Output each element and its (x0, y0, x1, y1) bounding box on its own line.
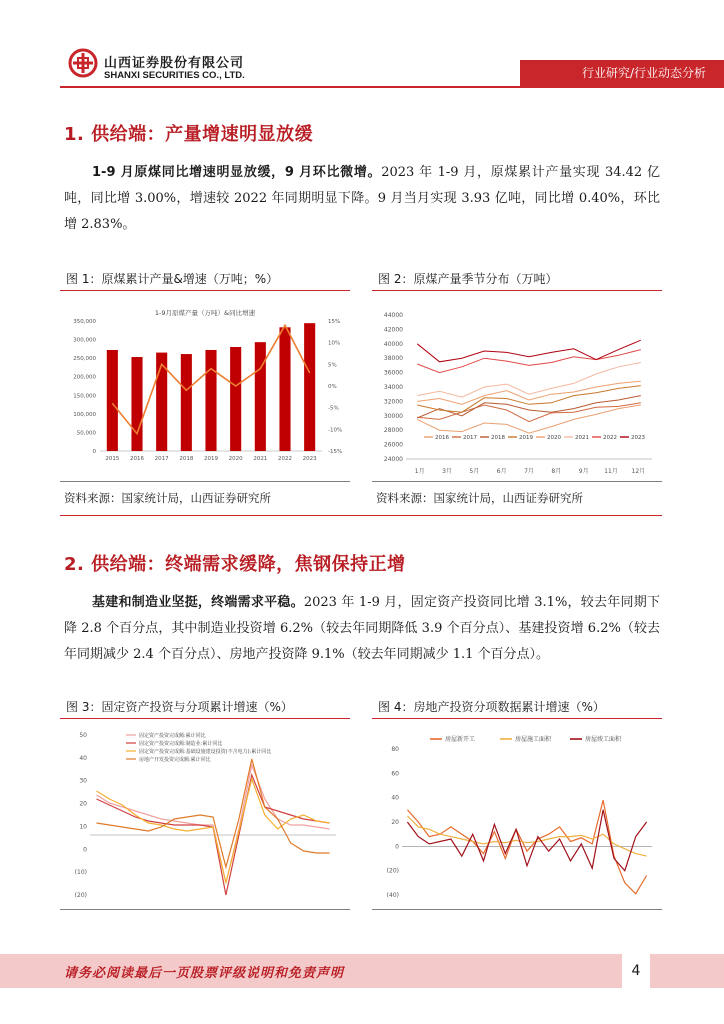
series-line-2020 (417, 381, 641, 404)
y-tick-label: 200,000 (73, 374, 96, 381)
section-1-paragraph (64, 160, 660, 238)
y2-tick-label: 10% (328, 340, 341, 347)
y-tick-label: 0 (395, 843, 399, 851)
y2-tick-label: 5% (328, 362, 337, 369)
figure-3-chart (60, 719, 350, 909)
section-1-lead: 1-9 月原煤同比增速明显放缓，9 月环比微增。 (92, 165, 382, 180)
y-tick-label: 40000 (383, 340, 403, 348)
y-tick-label: 20 (79, 800, 87, 808)
y-tick-label: 100,000 (73, 411, 96, 418)
y-tick-label: 38000 (383, 355, 403, 363)
y-tick-label: 50 (79, 732, 87, 739)
series-line-固定资产投资完成额:累计同比 (97, 765, 330, 883)
y-tick-label: 20 (391, 819, 399, 826)
legend-label-2018: 2018 (491, 435, 505, 441)
figure-2-title: 图 2：原煤产量季节分布（万吨） (378, 272, 558, 286)
section-2-body: 2023 年 1-9 月，固定资产投资同比增 3.1%，较去年同期下降 2.8 个百分点，其中制造业投资增 6.2%（较去年同期降低 3.9 个百分点）、基建投资增 6.2%（较去年同期减少 2.4 个百分点）、房地产投资降 9.1%（较去年同期减少 1.1 个百分点）。 (64, 595, 660, 662)
y-tick-label: 34000 (383, 384, 403, 391)
x-tick-label: 2017 (154, 456, 169, 462)
bar-2018 (181, 354, 192, 451)
y2-tick-label: -10% (328, 427, 343, 434)
legend-label-房屋竣工面积: 房屋竣工面积 (585, 736, 622, 743)
company-name-en: SHANXI SECURITIES CO., LTD. (104, 70, 245, 81)
footer-disclaimer: 请务必阅读最后一页股票评级说明和免责声明 (64, 966, 345, 981)
series-line-2022 (417, 350, 641, 373)
series-line-房地产开发投资完成额:累计同比 (97, 759, 330, 867)
y-tick-label: 44000 (383, 312, 403, 319)
section-2-heading: 2. 供给端：终端需求缓降，焦钢保持正增 (64, 554, 406, 575)
bar-2022 (279, 327, 290, 451)
x-tick-label: 11月 (604, 468, 618, 475)
y-tick-label: 42000 (383, 326, 403, 334)
y-tick-label: 150,000 (73, 393, 96, 400)
legend-label-2020: 2020 (547, 435, 561, 441)
y-tick-label: 10 (79, 823, 87, 831)
x-tick-label: 12月 (631, 468, 646, 475)
y-tick-label: 28000 (383, 427, 403, 435)
section-1-body: 2023 年 1-9 月，原煤累计产量实现 34.42 亿吨，同比增 3.00%，增速较 2022 年同期明显下降。9 月当月实现 3.93 亿吨，同比增 0.40%，环比增 2.83%。 (64, 165, 660, 232)
x-tick-label: 3月 (442, 468, 452, 475)
y-tick-label: (40) (386, 892, 399, 899)
y-tick-label: 24000 (383, 456, 403, 463)
series-line-2021 (417, 363, 641, 398)
figure-4-chart (372, 719, 662, 909)
section-1-heading: 1. 供给端：产量增速明显放缓 (64, 124, 314, 145)
page-header (0, 0, 724, 90)
series-line-2016 (417, 405, 641, 433)
bar-2020 (230, 347, 241, 451)
series-line-2023 (417, 340, 641, 362)
legend-label-2016: 2016 (435, 435, 449, 441)
figure-1-title: 图 1：原煤累计产量&增速（万吨；%） (66, 272, 279, 286)
y-tick-label: 350,000 (73, 319, 96, 325)
y-tick-label: 300,000 (73, 337, 96, 344)
figure-4-title: 图 4：房地产投资分项数据累计增速（%） (378, 700, 605, 714)
y-tick-label: 80 (391, 746, 399, 753)
x-tick-label: 2015 (105, 456, 120, 462)
report-category: 行业研究/行业动态分析 (581, 66, 706, 80)
x-tick-label: 2016 (130, 456, 144, 462)
x-tick-label: 2018 (179, 456, 194, 462)
x-tick-label: 7月 (524, 468, 534, 475)
y-tick-label: (20) (74, 892, 87, 899)
y2-tick-label: -15% (328, 449, 343, 455)
y-tick-label: 250,000 (73, 356, 96, 363)
x-tick-label: 2022 (278, 456, 292, 462)
y-tick-label: 40 (391, 794, 399, 802)
y-tick-label: 30000 (383, 412, 403, 420)
y2-tick-label: 0% (328, 384, 337, 390)
x-tick-label: 2023 (302, 456, 317, 462)
legend-label-2017: 2017 (463, 435, 477, 441)
y-tick-label: 26000 (383, 441, 403, 449)
figure-3-frame (60, 718, 350, 910)
company-name-cn: 山西证券股份有限公司 (104, 56, 245, 71)
x-tick-label: 2021 (253, 456, 268, 462)
bar-2023 (304, 323, 315, 451)
figure-source-2: 资料来源：国家统计局，山西证券研究所 (376, 491, 583, 505)
legend-label-2019: 2019 (519, 435, 533, 441)
legend-label: 固定资产投资完成额:基础设施建设投资(不含电力):累计同比 (139, 749, 272, 755)
series-line-2019 (417, 386, 641, 413)
series-line-固定资产投资完成额:基础设施建设投资(不含电力):累计同比 (97, 779, 330, 883)
x-tick-label: 2020 (228, 456, 243, 462)
y-tick-label: 32000 (383, 398, 403, 406)
page-number: 4 (622, 954, 650, 988)
bar-2016 (131, 357, 142, 451)
y-tick-label: 50,000 (76, 430, 96, 437)
shanxi-securities-logo-icon (68, 48, 98, 78)
y-tick-label: 36000 (383, 369, 403, 377)
figure-source-1: 资料来源：国家统计局，山西证券研究所 (64, 491, 271, 505)
figure-3-title: 图 3：固定资产投资与分项累计增速（%） (66, 700, 293, 714)
y2-tick-label: -5% (328, 405, 339, 412)
legend-label-2022: 2022 (603, 435, 617, 441)
legend-label-房屋施工面积: 房屋施工面积 (515, 736, 552, 743)
figure-2-frame (372, 290, 662, 482)
bar-2021 (255, 342, 266, 451)
section-2-paragraph (64, 590, 660, 668)
legend-label: 固定资产投资完成额:累计同比 (139, 733, 206, 739)
y2-tick-label: 15% (328, 319, 341, 325)
figure-1-frame (60, 290, 350, 482)
legend-label-2021: 2021 (575, 435, 589, 441)
legend-label-2023: 2023 (631, 435, 645, 441)
series-line-房屋新开工 (407, 800, 646, 894)
x-tick-label: 1月 (414, 468, 425, 475)
legend-label: 房地产开发投资完成额:累计同比 (139, 757, 211, 763)
section-2-lead: 基建和制造业坚挺，终端需求平稳。 (92, 595, 304, 610)
y-tick-label: 0 (92, 449, 96, 455)
y-tick-label: (10) (74, 869, 87, 877)
section-divider (60, 515, 662, 516)
x-tick-label: 5月 (469, 468, 480, 475)
legend-label-房屋新开工: 房屋新开工 (445, 736, 476, 743)
y-tick-label: 40 (79, 754, 87, 762)
bar-2015 (107, 350, 118, 451)
figure-1-chart (60, 291, 350, 481)
figure-4-frame (372, 718, 662, 910)
chart-title: 1-9月原煤产量（万吨）&同比增速 (154, 309, 256, 317)
x-tick-label: 9月 (578, 468, 589, 475)
bar-2019 (205, 350, 216, 451)
x-tick-label: 6月 (496, 468, 507, 475)
legend-label: 固定资产投资完成额:制造业:累计同比 (139, 741, 223, 747)
x-tick-label: 8月 (551, 468, 562, 475)
header-divider (60, 86, 724, 88)
y-tick-label: 60 (391, 770, 399, 778)
y-tick-label: 30 (79, 777, 87, 785)
y-tick-label: 0 (83, 846, 87, 854)
x-tick-label: 2019 (204, 456, 218, 462)
y-tick-label: (20) (386, 867, 399, 875)
figure-2-chart (372, 291, 662, 481)
